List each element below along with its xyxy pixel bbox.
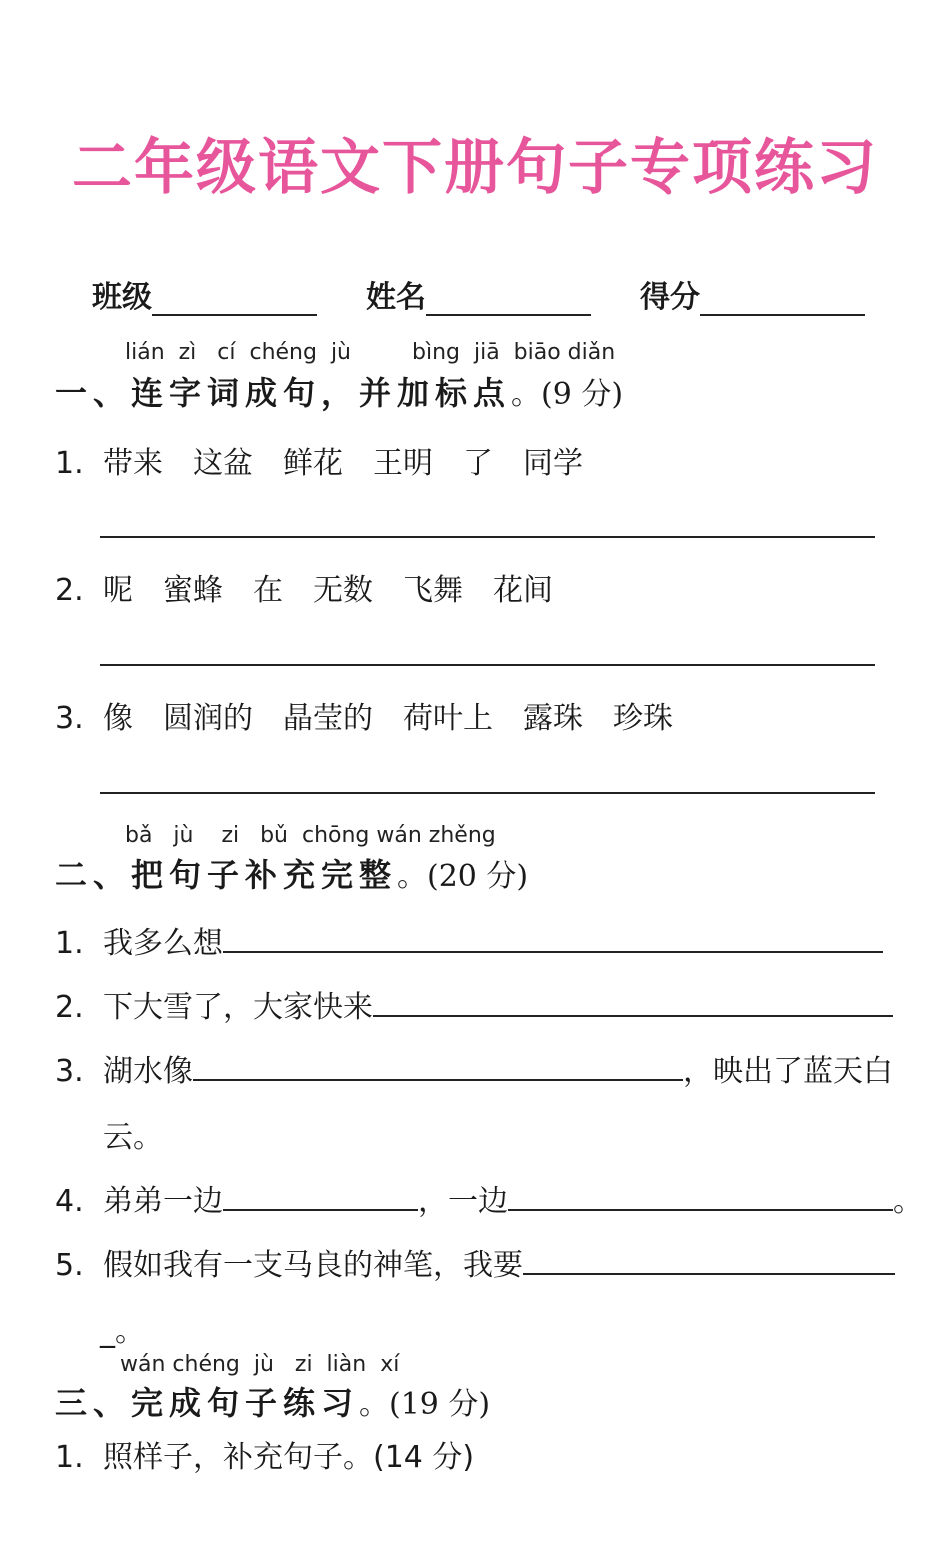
- word: 飞舞: [403, 573, 463, 608]
- section2-heading: [55, 850, 528, 896]
- word: 带来: [103, 446, 163, 481]
- section3-item-1: [55, 1432, 474, 1476]
- item-number: 2.: [55, 573, 84, 608]
- item-number: 5.: [55, 1248, 84, 1283]
- section1-item-3: [55, 693, 703, 737]
- class-input-line[interactable]: [152, 278, 317, 316]
- word: 呢: [103, 573, 133, 608]
- section2-item-3-continued: 云。: [103, 1120, 163, 1155]
- section2-item-1: [55, 918, 883, 962]
- word: 露珠: [523, 701, 583, 736]
- item-number: 1.: [55, 446, 84, 481]
- word: 王明: [373, 446, 433, 481]
- fill-blank[interactable]: [223, 1179, 418, 1211]
- fill-blank[interactable]: [193, 1049, 683, 1081]
- section1-heading: [55, 368, 623, 414]
- section2-item-5: [55, 1240, 895, 1284]
- word: 蜜蜂: [163, 573, 223, 608]
- section2-item-5-continued: _。: [100, 1314, 145, 1349]
- class-label: 班级: [92, 280, 152, 315]
- item-number: 4.: [55, 1184, 84, 1219]
- answer-line[interactable]: [100, 664, 875, 666]
- section2-item-4: [55, 1176, 923, 1220]
- section2-heading-text: 二、把句子补充完整: [55, 856, 398, 894]
- word: 荷叶上: [403, 701, 493, 736]
- item-text: 下大雪了，大家快来: [103, 990, 373, 1025]
- item-text: 假如我有一支马良的神笔，我要: [103, 1248, 523, 1283]
- class-field: [92, 272, 317, 316]
- section1-pinyin-b: bìng jiā biāo diǎn: [412, 340, 616, 365]
- answer-line[interactable]: [100, 536, 875, 538]
- fill-blank[interactable]: [508, 1179, 893, 1211]
- score-field: [640, 272, 865, 316]
- section2-pinyin: bǎ jù zi bǔ chōng wán zhěng: [125, 823, 496, 848]
- item-text: 湖水像: [103, 1054, 193, 1089]
- word: 鲜花: [283, 446, 343, 481]
- name-input-line[interactable]: [426, 278, 591, 316]
- word: 无数: [313, 573, 373, 608]
- section3-score: 。(19 分): [359, 1387, 491, 1422]
- section1-item-1: [55, 438, 613, 482]
- word: 这盆: [193, 446, 253, 481]
- word: 像: [103, 701, 133, 736]
- section2-item-2: [55, 982, 893, 1026]
- fill-blank[interactable]: [223, 921, 883, 953]
- section2-score: 。(20 分): [397, 859, 529, 894]
- score-input-line[interactable]: [700, 278, 865, 316]
- item-number: 1.: [55, 926, 84, 961]
- item-text: 照样子，补充句子。(14 分): [103, 1440, 475, 1475]
- name-field: [366, 272, 591, 316]
- section2-item-3: [55, 1046, 893, 1090]
- item-text: 弟弟一边: [103, 1184, 223, 1219]
- item-text: 我多么想: [103, 926, 223, 961]
- section1-pinyin-a: lián zì cí chéng jù: [125, 340, 351, 365]
- name-label: 姓名: [366, 280, 426, 315]
- word: 晶莹的: [283, 701, 373, 736]
- item-number: 3.: [55, 1054, 84, 1089]
- section1-heading-text: 一、连字词成句，并加标点: [55, 374, 512, 412]
- page-title: 二年级语文下册句子专项练习: [72, 133, 878, 203]
- section3-heading: [55, 1378, 490, 1424]
- word: 了: [463, 446, 493, 481]
- score-label: 得分: [640, 280, 700, 315]
- item-number: 1.: [55, 1440, 84, 1475]
- answer-line[interactable]: [100, 792, 875, 794]
- fill-blank[interactable]: [373, 985, 893, 1017]
- word: 花间: [493, 573, 553, 608]
- word: 珍珠: [613, 701, 673, 736]
- word: 在: [253, 573, 283, 608]
- section3-pinyin: wán chéng jù zi liàn xí: [120, 1352, 400, 1377]
- word: 同学: [523, 446, 583, 481]
- fill-blank[interactable]: [523, 1243, 895, 1275]
- item-text: 。: [893, 1184, 923, 1219]
- item-number: 3.: [55, 701, 84, 736]
- section3-heading-text: 三、完成句子练习: [55, 1384, 360, 1422]
- word: 圆润的: [163, 701, 253, 736]
- item-text: ，映出了蓝天白: [683, 1054, 893, 1089]
- section1-item-2: [55, 565, 583, 609]
- item-text: ，一边: [418, 1184, 508, 1219]
- section1-score: 。(9 分): [511, 377, 624, 412]
- item-number: 2.: [55, 990, 84, 1025]
